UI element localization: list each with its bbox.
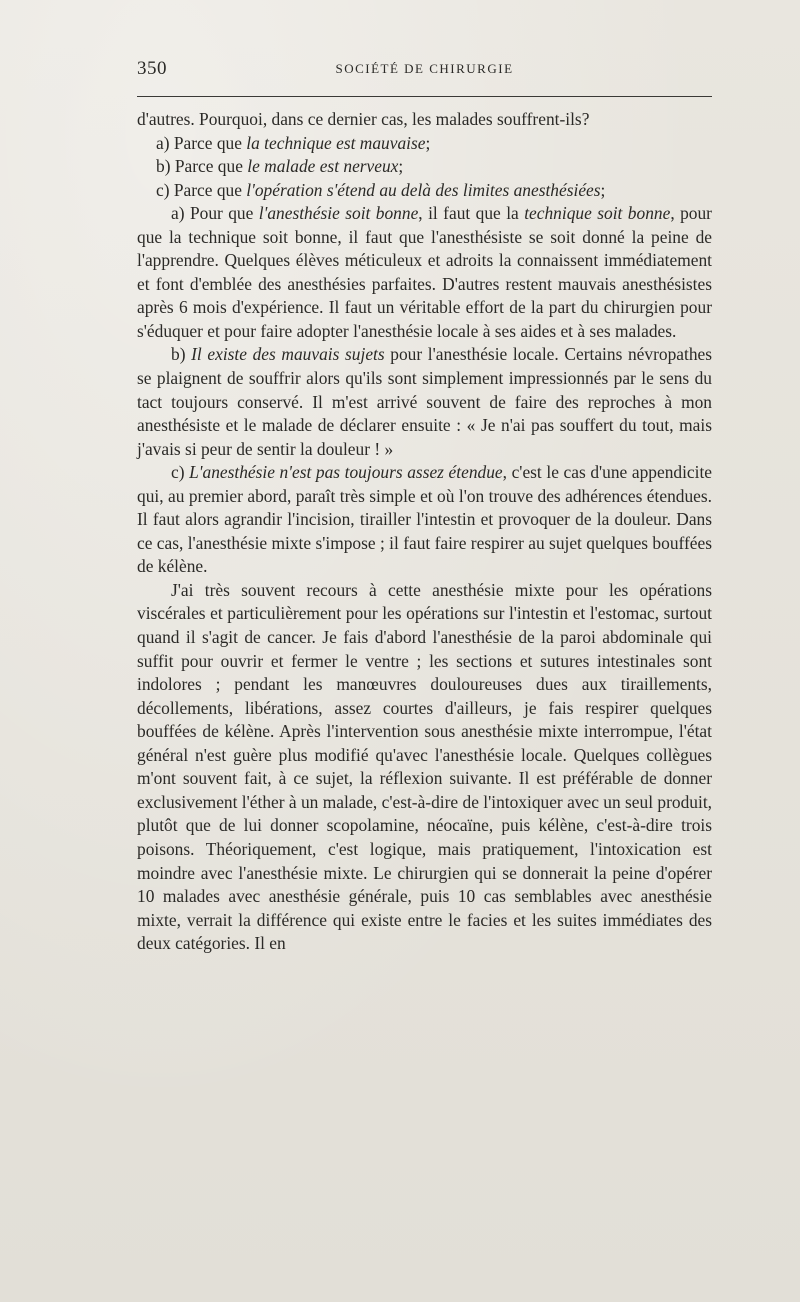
- paragraph: b) Il existe des mauvais sujets pour l'anesthésie locale. Certains névropathes se plaignent de souffrir alors qu'ils sont simplement impressionnés par le sens du tact toujours conservé. Il m'est arrivé souvent de faire des reproches à mon anesthésiste et le malade de déclarer ensuite : « Je n'ai pas souffert du tout, mais j'avais si peur de sentir la douleur ! »: [137, 344, 712, 459]
- paragraph: a) Pour que l'anesthésie soit bonne, il faut que la technique soit bonne, pour que la technique soit bonne, il faut que l'anesthésiste se soit donné la peine de l'apprendre. Quelques élèves méticuleux et adroits la connaissent immédiatement et font d'emblée des anesthésies parfaites. D'autres restent mauvais anesthésistes après 6 mois d'expérience. Il faut un véritable effort de la part du chirurgien pour s'éduquer et pour faire adopter l'anesthésie locale à ses aides et à ses malades.: [137, 203, 712, 341]
- paragraph: d'autres. Pourquoi, dans ce dernier cas, les malades souffrent-ils?: [137, 109, 590, 129]
- page-number: 350: [137, 58, 167, 79]
- paragraph: c) L'anesthésie n'est pas toujours assez étendue, c'est le cas d'une appendicite qui, au premier abord, paraît très simple et où l'on trouve des adhérences étendues. Il faut alors agrandir l'incision, tirailler l'intestin et provoquer de la douleur. Dans ce cas, l'anesthésie mixte s'impose ; il faut faire respirer au sujet quelques bouffées de kélène.: [137, 462, 713, 577]
- list-item: b) Parce que le malade est nerveux;: [156, 156, 404, 177]
- page-header: [137, 58, 712, 88]
- running-head: SOCIÉTÉ DE CHIRURGIE: [335, 61, 514, 76]
- header-rule: [137, 96, 712, 97]
- paragraph: J'ai très souvent recours à cette anesthésie mixte pour les opérations viscérales et particulièrement pour les opérations sur l'intestin et l'estomac, surtout quand il s'agit de cancer. Je fais d'abord l'anesthésie de la paroi abdominale qui suffit pour ouvrir et fermer le ventre ; les sections et sutures intestinales sont indolores ; pendant les manœuvres douloureuses dues aux tiraillements, décollements, libérations, assez courtes d'ailleurs, je fais respirer quelques bouffées de kélène. Après l'intervention sous anesthésie mixte interrompue, l'état général n'est guère plus modifié qu'avec l'anesthésie locale. Quelques collègues m'ont souvent fait, à ce sujet, la réflexion suivante. Il est préférable de donner exclusivement l'éther à un malade, c'est-à-dire de l'intoxiquer avec un seul produit, plutôt que de lui donner scopolamine, néocaïne, puis kélène, c'est-à-dire trois poisons. Théoriquement, c'est logique, mais pratiquement, l'intoxication est moindre avec l'anesthésie mixte. Le chirurgien qui se donnerait la peine d'opérer 10 malades avec anesthésie générale, puis 10 cas semblables avec anesthésie mixte, verrait la différence qui existe entre le facies et les suites immédiates des deux catégories. Il en: [137, 579, 712, 954]
- body-text: [137, 108, 712, 956]
- list-item: a) Parce que la technique est mauvaise;: [156, 132, 431, 153]
- list-item: c) Parce que l'opération s'étend au delà des limites anesthésiées;: [156, 179, 606, 200]
